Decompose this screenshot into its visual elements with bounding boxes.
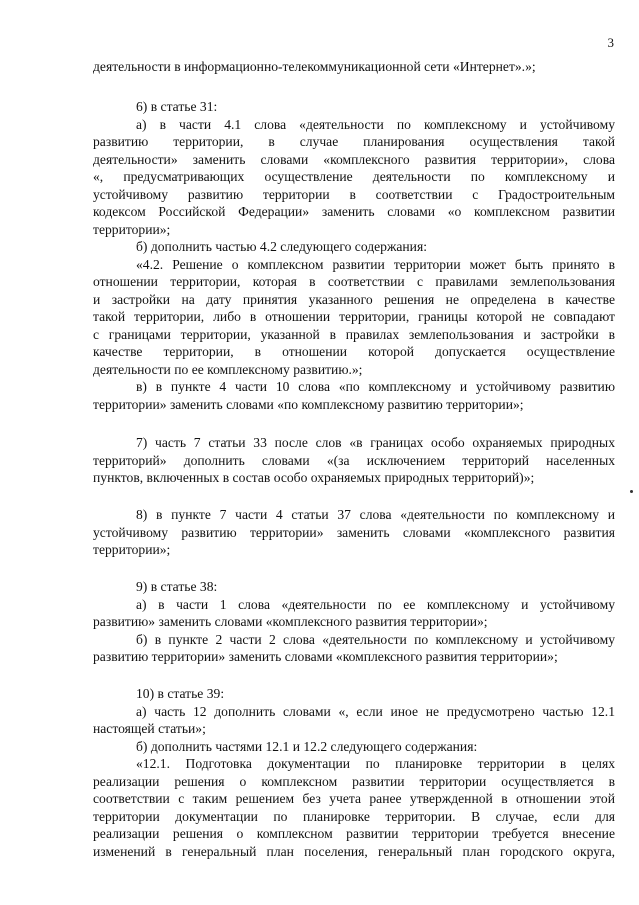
text-line: 8) в пункте 7 части 4 статьи 37 слова «деятельности по комплексному и — [136, 507, 615, 522]
text-line: деятельности в информационно-телекоммуникационной сети «Интернет».»; — [93, 59, 536, 74]
text-line: отношении территории, которая в соответствии с правилами землепользования — [93, 274, 615, 289]
text-line: деятельности по ее комплексному развитию.»; — [93, 362, 363, 377]
text-line: территории» заменить словами «по комплексному развитию территории»; — [93, 397, 524, 412]
scan-speck — [630, 490, 633, 493]
text-line: а) часть 12 дополнить словами «, если иное не предусмотрено частью 12.1 — [136, 704, 615, 719]
text-line: деятельности» заменить словами «комплексного развития территории», слова — [93, 152, 615, 167]
text-line: 9) в статье 38: — [136, 579, 218, 594]
text-line: развитию территории, в случае планирования осуществления такой — [93, 134, 615, 149]
text-line: территории»; — [93, 222, 171, 237]
text-line: кодексом Российской Федерации» заменить словами «о комплексном развитии — [93, 204, 615, 219]
text-line: «4.2. Решение о комплексном развитии территории может быть принято в — [136, 257, 615, 272]
text-line: качестве территории, в отношении которой допускается осуществление — [93, 344, 615, 359]
text-line: изменений в генеральный план поселения, генеральный план городского округа, — [93, 844, 615, 859]
text-line: реализации решения о комплексном развитии территории осуществляется в — [93, 774, 615, 789]
text-line: устойчивому развитию территории в соответствии с Градостроительным — [93, 187, 615, 202]
text-line: развитию территории» заменить словами «комплексного развития территории»; — [93, 649, 558, 664]
text-line: и застройки на дату принятия указанного решения не определена в качестве — [93, 292, 615, 307]
text-line: настоящей статьи»; — [93, 721, 206, 736]
text-line: пунктов, включенных в состав особо охраняемых природных территорий)»; — [93, 470, 535, 485]
text-line: территории документации по планировке территории. В случае, если для — [93, 809, 615, 824]
text-line: «, предусматривающих осуществление деятельности по комплексному и — [93, 169, 615, 184]
text-line: реализации решения о комплексном развитии территории требуется внесение — [93, 826, 615, 841]
text-line: соответствии с таким решением без учета ранее утвержденной в отношении этой — [93, 791, 615, 806]
text-line: в) в пункте 4 части 10 слова «по комплексному и устойчивому развитию — [136, 379, 615, 394]
text-line: 6) в статье 31: — [136, 99, 218, 114]
text-line: такой территории, либо в отношении территории, границы которой не совпадают — [93, 309, 615, 324]
text-line: с границами территории, указанной в правилах землепользования и застройки в — [93, 327, 615, 342]
text-line: развитию» заменить словами «комплексного развития территории»; — [93, 614, 488, 629]
text-line: 10) в статье 39: — [136, 686, 225, 701]
text-line: 7) часть 7 статьи 33 после слов «в границах особо охраняемых природных — [136, 435, 615, 450]
text-line: устойчивому развитию территории» заменить словами «комплексного развития — [93, 525, 615, 540]
page-number: 3 — [607, 35, 614, 50]
text-line: а) в части 1 слова «деятельности по ее комплексному и устойчивому — [136, 597, 615, 612]
text-line: б) в пункте 2 части 2 слова «деятельности по комплексному и устойчивому — [136, 632, 615, 647]
text-line: территории»; — [93, 542, 171, 557]
text-line: а) в части 4.1 слова «деятельности по комплексному и устойчивому — [136, 117, 615, 132]
text-line: б) дополнить частями 12.1 и 12.2 следующего содержания: — [136, 739, 478, 754]
text-line: б) дополнить частью 4.2 следующего содержания: — [136, 239, 427, 254]
text-line: территорий» дополнить словами «(за исключением территорий населенных — [93, 453, 615, 468]
text-line: «12.1. Подготовка документации по планировке территории в целях — [136, 756, 615, 771]
